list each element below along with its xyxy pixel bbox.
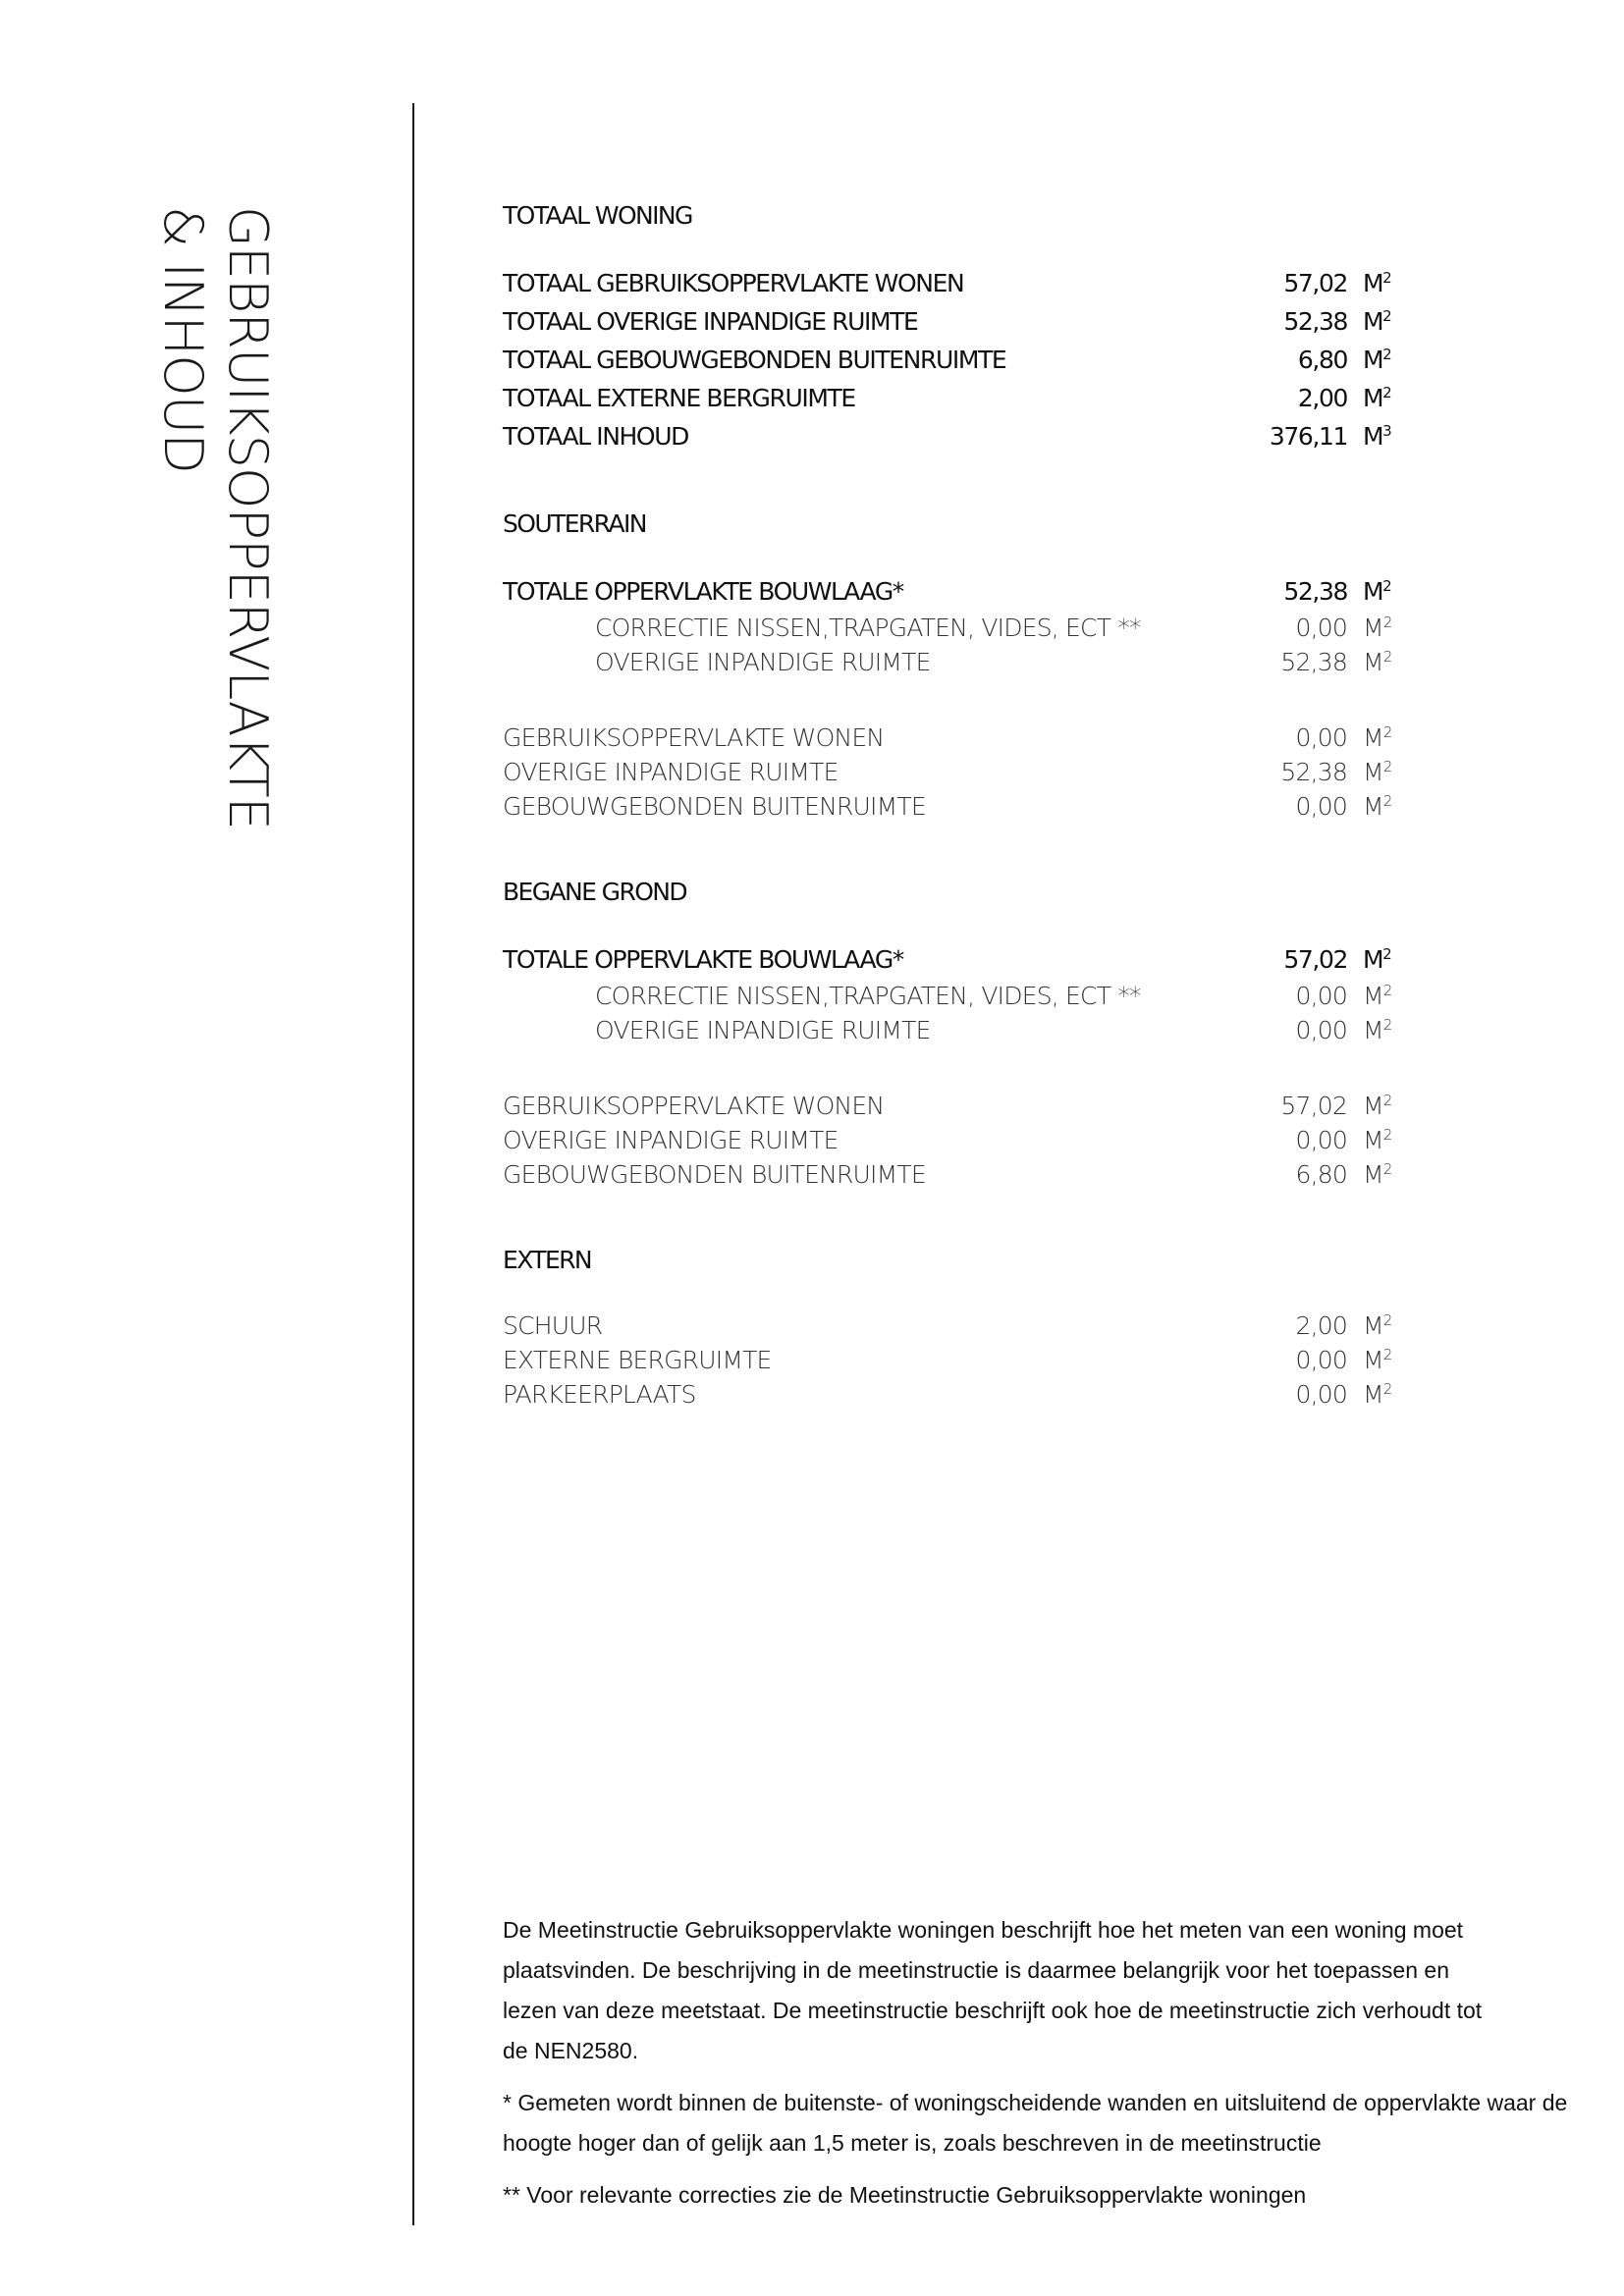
row-value: 52,38 xyxy=(1283,307,1347,336)
table-row xyxy=(503,1308,1406,1343)
table-row xyxy=(503,379,1406,417)
row-unit: $M^2$ xyxy=(1363,614,1392,642)
row-unit: $M^2$ xyxy=(1363,1126,1392,1154)
row-unit: $M^2$ xyxy=(1363,648,1392,676)
row-label: TOTAAL GEBRUIKSOPPERVLAKTE WONEN xyxy=(503,269,964,297)
row-label: GEBRUIKSOPPERVLAKTE WONEN xyxy=(503,723,885,752)
row-label: GEBOUWGEBONDEN BUITENRUIMTE xyxy=(503,1160,926,1189)
row-value: 57,02 xyxy=(1280,1092,1347,1120)
row-unit: $M^2$ xyxy=(1363,1311,1392,1340)
row-value: 0,00 xyxy=(1295,1380,1347,1409)
section-title-souterrain: SOUTERRAIN xyxy=(503,509,646,538)
side-title-line-2: & INHOUD xyxy=(152,206,214,473)
row-value: 0,00 xyxy=(1295,1016,1347,1044)
row-value: 0,00 xyxy=(1295,723,1347,752)
notes xyxy=(503,1910,1583,2227)
row-unit: $M^2$ xyxy=(1363,577,1391,606)
measurement-table xyxy=(503,196,1406,1412)
totaal-rows xyxy=(503,264,1406,455)
table-row xyxy=(503,611,1406,645)
row-unit: $M^2$ xyxy=(1363,723,1392,752)
table-row xyxy=(503,755,1406,789)
row-value: 52,38 xyxy=(1283,577,1347,606)
row-unit: $M^2$ xyxy=(1363,346,1391,374)
row-unit: $M^2$ xyxy=(1363,1016,1392,1044)
section-title-totaal-woning: TOTAAL WONING xyxy=(503,201,692,230)
row-label: OVERIGE INPANDIGE RUIMTE xyxy=(503,1126,839,1154)
row-unit: $M^3$ xyxy=(1363,422,1391,451)
footnote-single-asterisk: * Gemeten wordt binnen de buitenste- of woningscheidende wanden en uitsluitend de oppervlakte waar de hoogte hoger dan of gelijk aan 1,5 meter is, zoals beschreven in de meetinstructie xyxy=(503,2090,1568,2156)
row-value: 6,80 xyxy=(1297,346,1347,374)
row-value: 57,02 xyxy=(1283,269,1347,297)
row-label: GEBOUWGEBONDEN BUITENRUIMTE xyxy=(503,792,926,821)
row-unit: $M^2$ xyxy=(1363,945,1391,974)
table-row xyxy=(503,1377,1406,1412)
row-value: 52,38 xyxy=(1280,648,1347,676)
row-label: OVERIGE INPANDIGE RUIMTE xyxy=(595,648,931,676)
row-unit: $M^2$ xyxy=(1363,758,1392,786)
row-label: OVERIGE INPANDIGE RUIMTE xyxy=(595,1016,931,1044)
table-row xyxy=(503,1157,1406,1192)
table-row xyxy=(503,302,1406,341)
row-unit: $M^2$ xyxy=(1363,982,1392,1010)
row-unit: $M^2$ xyxy=(1363,1346,1392,1374)
row-label: TOTALE OPPERVLAKTE BOUWLAAG* xyxy=(503,945,903,974)
table-row xyxy=(503,789,1406,824)
row-label: SCHUUR xyxy=(503,1311,603,1340)
intro-paragraph: De Meetinstructie Gebruiksoppervlakte woningen beschrijft hoe het meten van een woning moet plaatsvinden. De beschrijving in de meetinstructie is daarmee belangrijk voor het toepassen en lezen van deze meetstaat. De meetinstructie beschrijft ook hoe de meetinstructie zich verhoudt tot de NEN2580. xyxy=(503,1917,1483,2063)
row-label: CORRECTIE NISSEN,TRAPGATEN, VIDES, ECT ** xyxy=(595,614,1141,642)
table-row xyxy=(503,341,1406,379)
vertical-divider xyxy=(412,103,414,2225)
bouwlaag-row xyxy=(503,572,1406,611)
row-value: 0,00 xyxy=(1295,982,1347,1010)
row-label: TOTAAL GEBOUWGEBONDEN BUITENRUIMTE xyxy=(503,346,1006,374)
table-row xyxy=(503,1343,1406,1377)
row-value: 0,00 xyxy=(1295,1346,1347,1374)
row-unit: $M^2$ xyxy=(1363,792,1392,821)
table-row xyxy=(503,1123,1406,1157)
row-value: 0,00 xyxy=(1295,614,1347,642)
row-unit: $M^2$ xyxy=(1363,384,1391,412)
table-row xyxy=(503,264,1406,302)
section-title-begane-grond: BEGANE GROND xyxy=(503,878,687,906)
row-value: 2,00 xyxy=(1295,1311,1347,1340)
row-label: GEBRUIKSOPPERVLAKTE WONEN xyxy=(503,1092,885,1120)
row-unit: $M^2$ xyxy=(1363,1160,1392,1189)
table-row xyxy=(503,1089,1406,1123)
row-unit: $M^2$ xyxy=(1363,1092,1392,1120)
table-row xyxy=(503,1013,1406,1047)
section-title-extern: EXTERN xyxy=(503,1246,592,1274)
table-row xyxy=(503,417,1406,455)
row-value: 376,11 xyxy=(1269,422,1347,451)
side-title xyxy=(133,206,280,1050)
side-title-line-1: GEBRUIKSOPPERVLAKTE xyxy=(217,206,279,829)
row-value: 57,02 xyxy=(1283,945,1347,974)
row-label: CORRECTIE NISSEN,TRAPGATEN, VIDES, ECT ** xyxy=(595,982,1141,1010)
row-label: PARKEERPLAATS xyxy=(503,1380,696,1409)
row-label: EXTERNE BERGRUIMTE xyxy=(503,1346,772,1374)
row-label: OVERIGE INPANDIGE RUIMTE xyxy=(503,758,839,786)
row-label: TOTALE OPPERVLAKTE BOUWLAAG* xyxy=(503,577,903,606)
row-label: TOTAAL OVERIGE INPANDIGE RUIMTE xyxy=(503,307,918,336)
table-row xyxy=(503,645,1406,679)
footnote-double-asterisk: ** Voor relevante correcties zie de Meetinstructie Gebruiksoppervlakte woningen xyxy=(503,2182,1307,2208)
row-unit: $M^2$ xyxy=(1363,307,1391,336)
table-row xyxy=(503,979,1406,1013)
row-value: 2,00 xyxy=(1297,384,1347,412)
row-unit: $M^2$ xyxy=(1363,269,1391,297)
row-value: 0,00 xyxy=(1295,792,1347,821)
row-unit: $M^2$ xyxy=(1363,1380,1392,1409)
row-value: 6,80 xyxy=(1295,1160,1347,1189)
row-label: TOTAAL EXTERNE BERGRUIMTE xyxy=(503,384,855,412)
row-value: 52,38 xyxy=(1280,758,1347,786)
table-row xyxy=(503,721,1406,755)
row-value: 0,00 xyxy=(1295,1126,1347,1154)
bouwlaag-row xyxy=(503,940,1406,979)
row-label: TOTAAL INHOUD xyxy=(503,422,688,451)
